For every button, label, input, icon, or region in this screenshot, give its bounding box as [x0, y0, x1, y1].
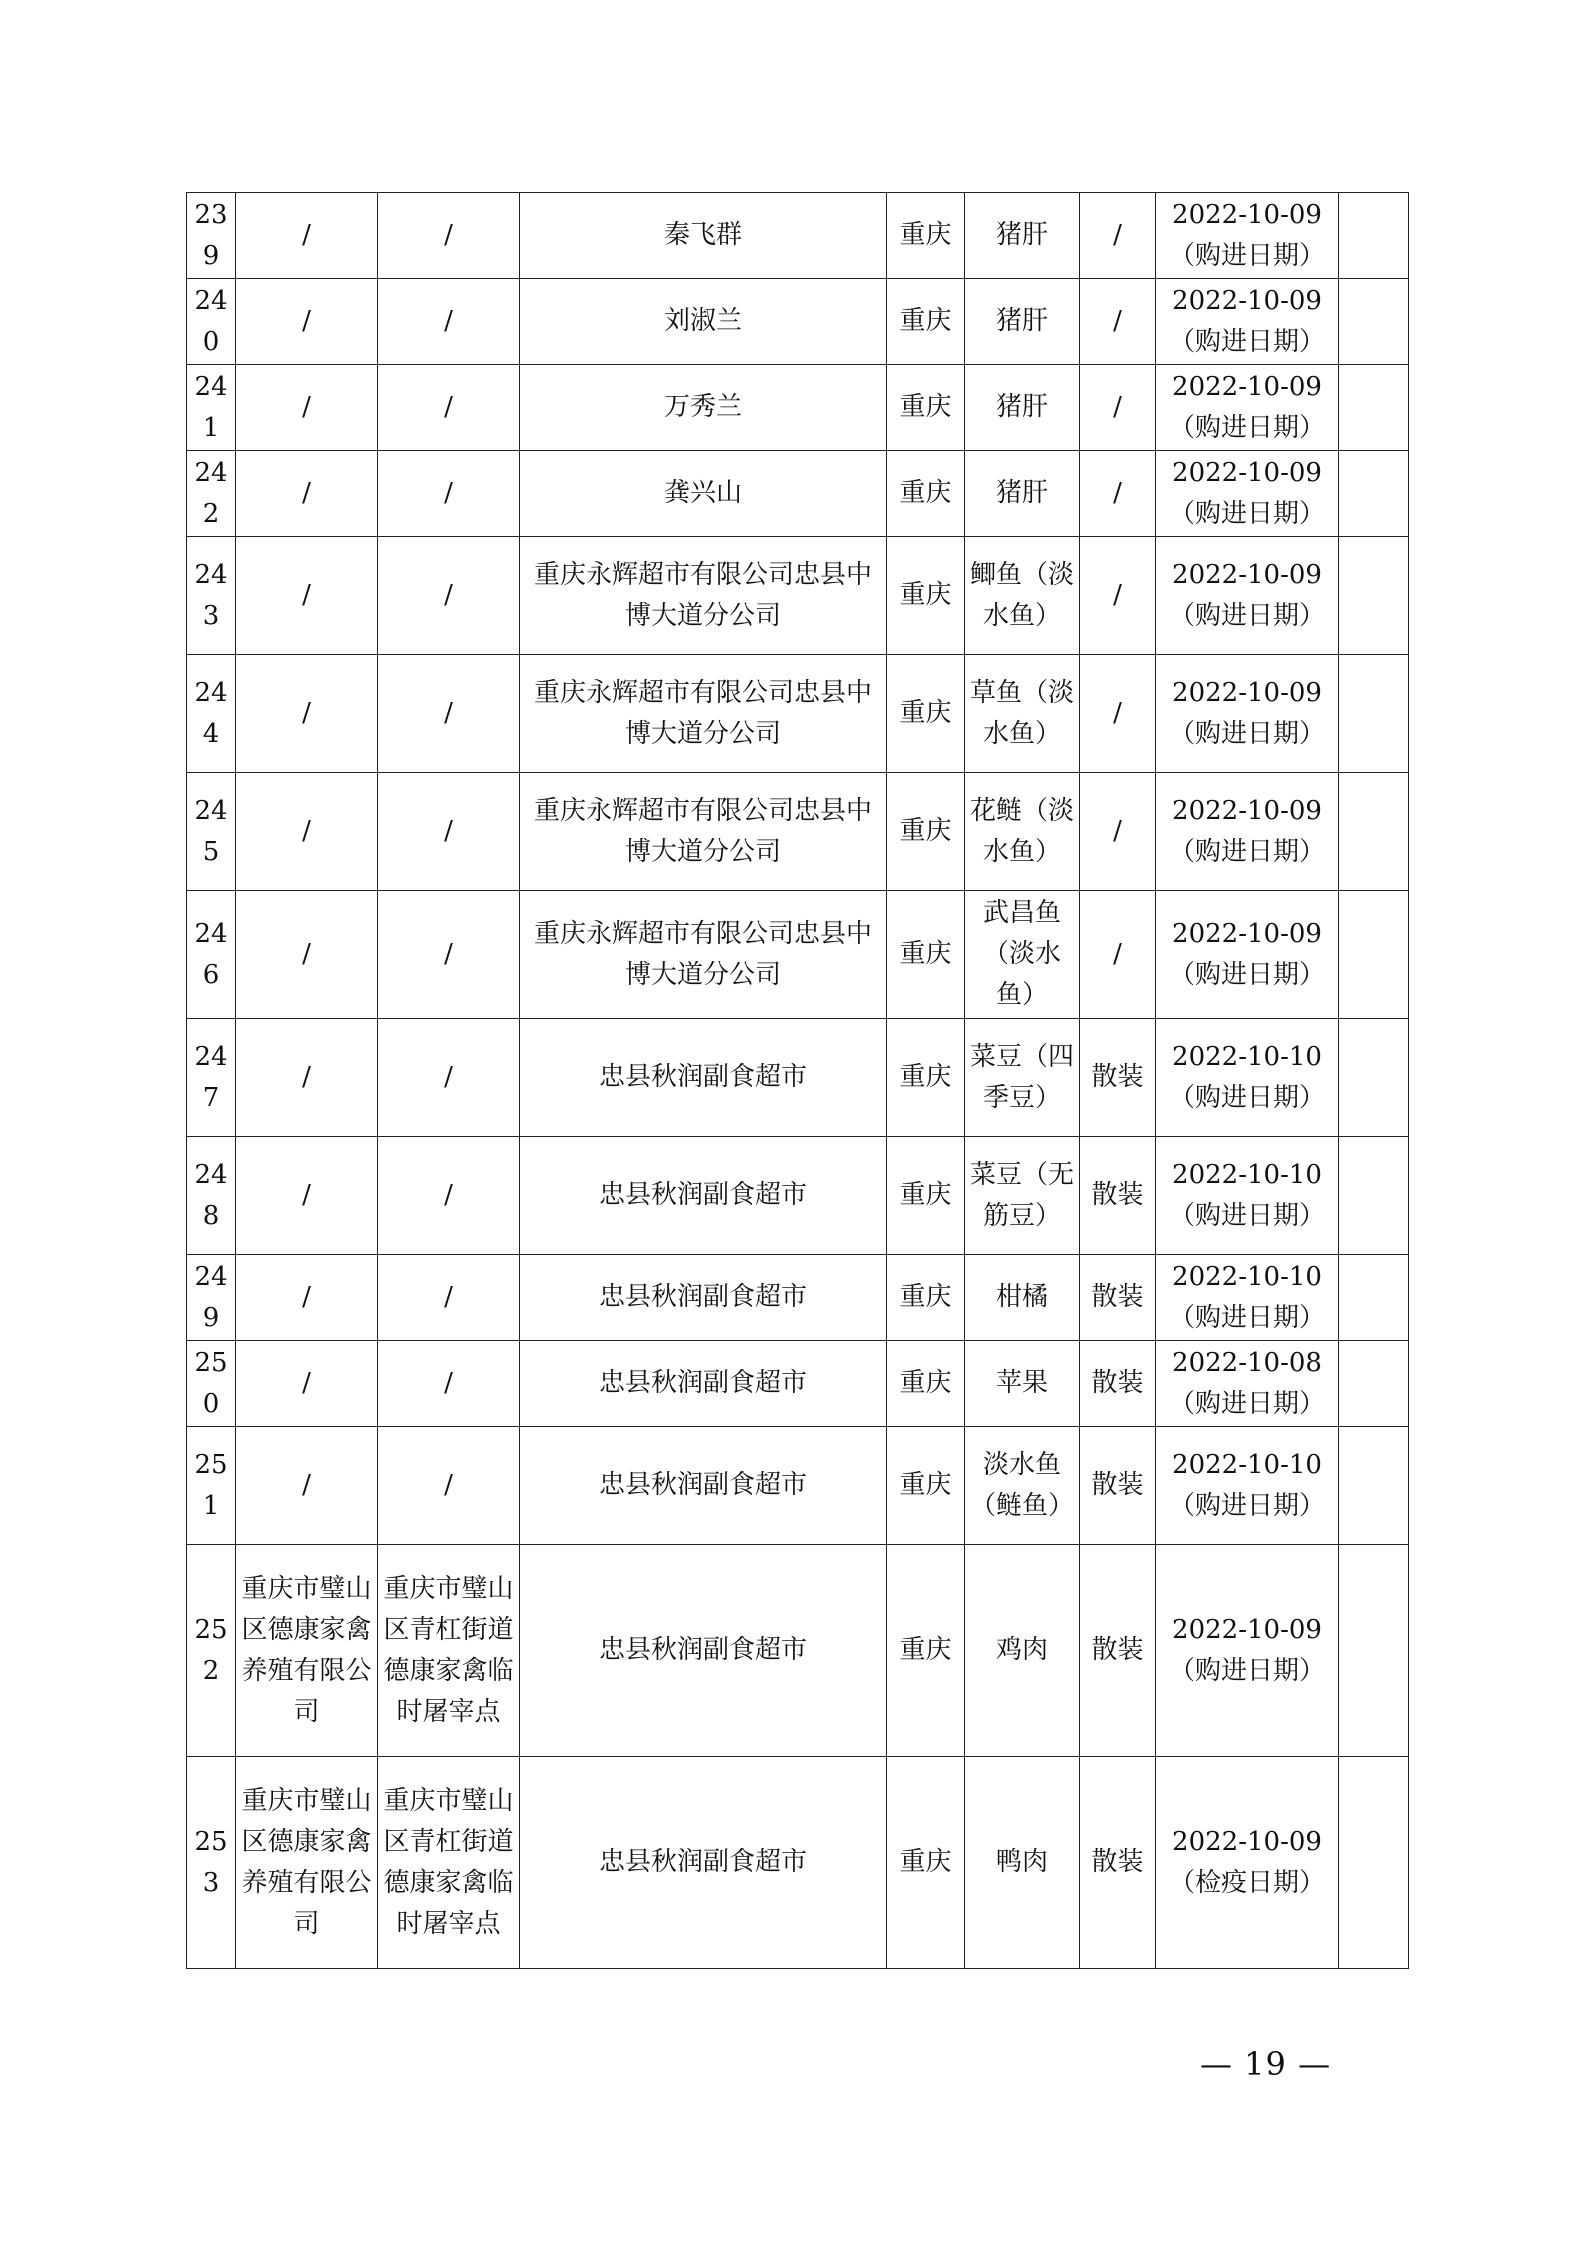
remark-cell [1339, 279, 1409, 365]
date-type-note: （购进日期） [1168, 1388, 1325, 1419]
seller-region-cell: 重庆 [887, 1019, 965, 1137]
product-spec-cell: 散装 [1080, 1545, 1156, 1757]
row-number-cell: 244 [187, 655, 236, 773]
table-row [187, 1019, 1409, 1137]
product-spec-cell: / [1080, 365, 1156, 451]
producer-name-cell: / [236, 891, 378, 1019]
results-table [186, 192, 1409, 1969]
table-row [187, 1137, 1409, 1255]
seller-region-cell: 重庆 [887, 451, 965, 537]
product-spec-cell: 散装 [1080, 1757, 1156, 1969]
product-spec-cell: / [1080, 655, 1156, 773]
product-name-cell: 菜豆（四季豆） [965, 1019, 1080, 1137]
remark-cell [1339, 1019, 1409, 1137]
row-number-cell: 247 [187, 1019, 236, 1137]
table-row [187, 1427, 1409, 1545]
seller-region-cell: 重庆 [887, 773, 965, 891]
seller-region-cell: 重庆 [887, 1545, 965, 1757]
remark-cell [1339, 193, 1409, 279]
table-row [187, 279, 1409, 365]
date-type-note: （购进日期） [1168, 1655, 1325, 1686]
production-date-cell [1156, 1427, 1339, 1545]
date-value: 2022-10-09 [1172, 1826, 1322, 1857]
production-date-cell [1156, 655, 1339, 773]
table-row [187, 1545, 1409, 1757]
seller-name-cell: 龚兴山 [520, 451, 887, 537]
date-value: 2022-10-09 [1172, 1614, 1322, 1645]
product-spec-cell: / [1080, 193, 1156, 279]
product-name-cell: 草鱼（淡水鱼） [965, 655, 1080, 773]
producer-address-cell: / [378, 1019, 520, 1137]
product-name-cell: 花鲢（淡水鱼） [965, 773, 1080, 891]
seller-region-cell: 重庆 [887, 1427, 965, 1545]
producer-name-cell: / [236, 1137, 378, 1255]
seller-region-cell: 重庆 [887, 891, 965, 1019]
seller-region-cell: 重庆 [887, 279, 965, 365]
product-name-cell: 猪肝 [965, 365, 1080, 451]
date-value: 2022-10-08 [1172, 1347, 1322, 1378]
product-spec-cell: / [1080, 891, 1156, 1019]
product-name-cell: 猪肝 [965, 279, 1080, 365]
producer-address-cell: 重庆市璧山区青杠街道德康家禽临时屠宰点 [378, 1757, 520, 1969]
date-value: 2022-10-10 [1172, 1041, 1322, 1072]
table-row [187, 1255, 1409, 1341]
table-row [187, 655, 1409, 773]
product-spec-cell: 散装 [1080, 1255, 1156, 1341]
seller-name-cell: 重庆永辉超市有限公司忠县中博大道分公司 [520, 891, 887, 1019]
date-type-note: （购进日期） [1168, 959, 1325, 990]
seller-name-cell: 重庆永辉超市有限公司忠县中博大道分公司 [520, 537, 887, 655]
production-date-cell [1156, 1341, 1339, 1427]
producer-address-cell: / [378, 451, 520, 537]
remark-cell [1339, 1545, 1409, 1757]
date-type-note: （购进日期） [1168, 1302, 1325, 1333]
remark-cell [1339, 655, 1409, 773]
date-type-note: （购进日期） [1168, 718, 1325, 749]
date-type-note: （购进日期） [1168, 1200, 1325, 1231]
producer-address-cell: / [378, 279, 520, 365]
remark-cell [1339, 451, 1409, 537]
row-number-cell: 239 [187, 193, 236, 279]
date-value: 2022-10-09 [1172, 371, 1322, 402]
row-number-cell: 253 [187, 1757, 236, 1969]
date-value: 2022-10-09 [1172, 285, 1322, 316]
production-date-cell [1156, 1757, 1339, 1969]
product-name-cell: 鸡肉 [965, 1545, 1080, 1757]
remark-cell [1339, 1341, 1409, 1427]
row-number-cell: 248 [187, 1137, 236, 1255]
row-number-cell: 241 [187, 365, 236, 451]
producer-address-cell: / [378, 193, 520, 279]
seller-name-cell: 忠县秋润副食超市 [520, 1019, 887, 1137]
producer-address-cell: / [378, 1255, 520, 1341]
seller-region-cell: 重庆 [887, 537, 965, 655]
producer-address-cell: / [378, 773, 520, 891]
product-spec-cell: 散装 [1080, 1427, 1156, 1545]
producer-address-cell: / [378, 655, 520, 773]
producer-name-cell: / [236, 773, 378, 891]
date-type-note: （购进日期） [1168, 1082, 1325, 1113]
seller-name-cell: 万秀兰 [520, 365, 887, 451]
producer-address-cell: / [378, 1137, 520, 1255]
date-type-note: （购进日期） [1168, 1490, 1325, 1521]
producer-name-cell: / [236, 365, 378, 451]
product-spec-cell: 散装 [1080, 1341, 1156, 1427]
row-number-cell: 249 [187, 1255, 236, 1341]
producer-name-cell: 重庆市璧山区德康家禽养殖有限公司 [236, 1545, 378, 1757]
product-spec-cell: 散装 [1080, 1019, 1156, 1137]
product-name-cell: 鸭肉 [965, 1757, 1080, 1969]
table-row [187, 193, 1409, 279]
date-type-note: （购进日期） [1168, 326, 1325, 357]
date-value: 2022-10-09 [1172, 457, 1322, 488]
seller-region-cell: 重庆 [887, 1341, 965, 1427]
producer-name-cell: / [236, 1255, 378, 1341]
product-spec-cell: / [1080, 451, 1156, 537]
production-date-cell [1156, 537, 1339, 655]
row-number-cell: 250 [187, 1341, 236, 1427]
product-name-cell: 猪肝 [965, 451, 1080, 537]
remark-cell [1339, 537, 1409, 655]
row-number-cell: 240 [187, 279, 236, 365]
product-name-cell: 淡水鱼（鲢鱼） [965, 1427, 1080, 1545]
remark-cell [1339, 365, 1409, 451]
producer-address-cell: / [378, 1427, 520, 1545]
table-row [187, 773, 1409, 891]
remark-cell [1339, 1255, 1409, 1341]
row-number-cell: 242 [187, 451, 236, 537]
producer-name-cell: / [236, 655, 378, 773]
date-value: 2022-10-09 [1172, 199, 1322, 230]
product-name-cell: 武昌鱼（淡水鱼） [965, 891, 1080, 1019]
date-type-note: （购进日期） [1168, 836, 1325, 867]
seller-name-cell: 忠县秋润副食超市 [520, 1255, 887, 1341]
table-row [187, 891, 1409, 1019]
producer-name-cell: / [236, 193, 378, 279]
date-value: 2022-10-10 [1172, 1261, 1322, 1292]
producer-name-cell: / [236, 451, 378, 537]
date-type-note: （检疫日期） [1168, 1867, 1325, 1898]
row-number-cell: 252 [187, 1545, 236, 1757]
row-number-cell: 246 [187, 891, 236, 1019]
seller-name-cell: 忠县秋润副食超市 [520, 1341, 887, 1427]
producer-address-cell: / [378, 365, 520, 451]
date-type-note: （购进日期） [1168, 600, 1325, 631]
seller-name-cell: 重庆永辉超市有限公司忠县中博大道分公司 [520, 655, 887, 773]
remark-cell [1339, 1137, 1409, 1255]
producer-name-cell: / [236, 279, 378, 365]
producer-address-cell: / [378, 891, 520, 1019]
producer-name-cell: / [236, 537, 378, 655]
product-spec-cell: 散装 [1080, 1137, 1156, 1255]
production-date-cell [1156, 1255, 1339, 1341]
production-date-cell [1156, 1545, 1339, 1757]
production-date-cell [1156, 193, 1339, 279]
seller-region-cell: 重庆 [887, 193, 965, 279]
producer-name-cell: 重庆市璧山区德康家禽养殖有限公司 [236, 1757, 378, 1969]
production-date-cell [1156, 365, 1339, 451]
producer-address-cell: 重庆市璧山区青杠街道德康家禽临时屠宰点 [378, 1545, 520, 1757]
table-row [187, 365, 1409, 451]
seller-name-cell: 秦飞群 [520, 193, 887, 279]
date-value: 2022-10-10 [1172, 1159, 1322, 1190]
seller-name-cell: 刘淑兰 [520, 279, 887, 365]
table-row [187, 537, 1409, 655]
seller-region-cell: 重庆 [887, 1757, 965, 1969]
production-date-cell [1156, 891, 1339, 1019]
production-date-cell [1156, 451, 1339, 537]
product-name-cell: 菜豆（无筋豆） [965, 1137, 1080, 1255]
page-number: — 19 — [1200, 2045, 1332, 2083]
seller-name-cell: 忠县秋润副食超市 [520, 1757, 887, 1969]
product-name-cell: 苹果 [965, 1341, 1080, 1427]
row-number-cell: 251 [187, 1427, 236, 1545]
table-row [187, 451, 1409, 537]
table-row [187, 1341, 1409, 1427]
product-name-cell: 猪肝 [965, 193, 1080, 279]
seller-name-cell: 重庆永辉超市有限公司忠县中博大道分公司 [520, 773, 887, 891]
producer-name-cell: / [236, 1427, 378, 1545]
production-date-cell [1156, 279, 1339, 365]
producer-address-cell: / [378, 1341, 520, 1427]
seller-region-cell: 重庆 [887, 1137, 965, 1255]
product-spec-cell: / [1080, 279, 1156, 365]
seller-name-cell: 忠县秋润副食超市 [520, 1427, 887, 1545]
producer-address-cell: / [378, 537, 520, 655]
date-value: 2022-10-09 [1172, 795, 1322, 826]
seller-name-cell: 忠县秋润副食超市 [520, 1137, 887, 1255]
row-number-cell: 243 [187, 537, 236, 655]
production-date-cell [1156, 773, 1339, 891]
production-date-cell [1156, 1019, 1339, 1137]
row-number-cell: 245 [187, 773, 236, 891]
date-value: 2022-10-09 [1172, 559, 1322, 590]
remark-cell [1339, 891, 1409, 1019]
remark-cell [1339, 773, 1409, 891]
date-value: 2022-10-09 [1172, 918, 1322, 949]
seller-name-cell: 忠县秋润副食超市 [520, 1545, 887, 1757]
date-value: 2022-10-10 [1172, 1449, 1322, 1480]
product-name-cell: 鲫鱼（淡水鱼） [965, 537, 1080, 655]
product-name-cell: 柑橘 [965, 1255, 1080, 1341]
remark-cell [1339, 1757, 1409, 1969]
product-spec-cell: / [1080, 773, 1156, 891]
date-type-note: （购进日期） [1168, 240, 1325, 271]
date-type-note: （购进日期） [1168, 412, 1325, 443]
product-spec-cell: / [1080, 537, 1156, 655]
date-type-note: （购进日期） [1168, 498, 1325, 529]
producer-name-cell: / [236, 1341, 378, 1427]
seller-region-cell: 重庆 [887, 655, 965, 773]
remark-cell [1339, 1427, 1409, 1545]
date-value: 2022-10-09 [1172, 677, 1322, 708]
table-row [187, 1757, 1409, 1969]
seller-region-cell: 重庆 [887, 365, 965, 451]
seller-region-cell: 重庆 [887, 1255, 965, 1341]
production-date-cell [1156, 1137, 1339, 1255]
producer-name-cell: / [236, 1019, 378, 1137]
